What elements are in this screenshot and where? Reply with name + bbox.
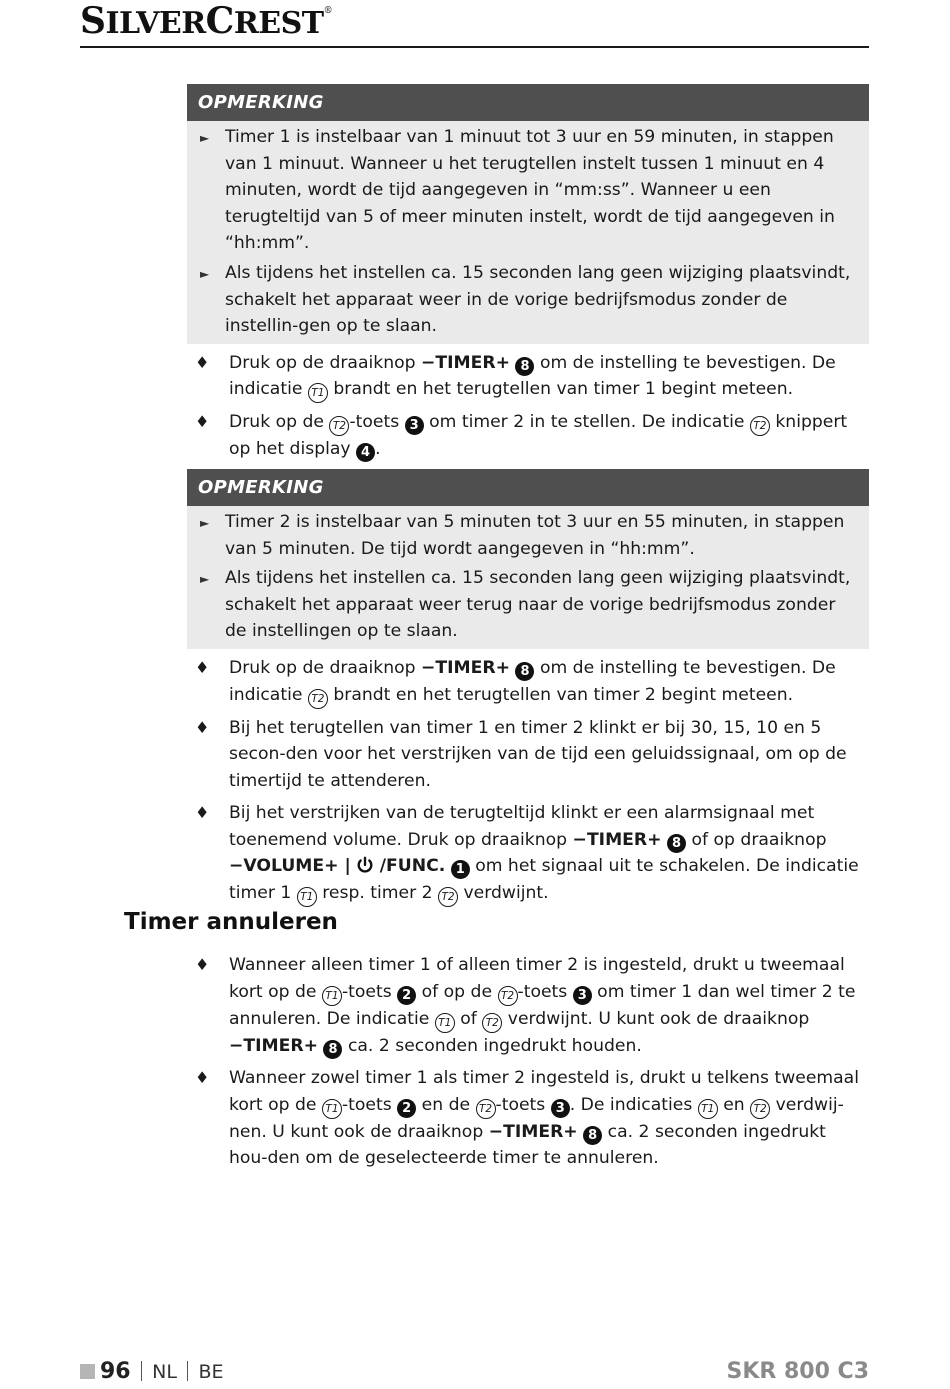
timer-symbol-icon: T2 (329, 416, 349, 436)
brand-logo: SILVERCREST® (80, 0, 333, 42)
callout-number: 8 (515, 662, 534, 681)
knob-label: −TIMER+ (572, 829, 662, 850)
section-content (187, 952, 869, 1178)
diamond-bullet-icon: ♦ (195, 955, 210, 974)
model-number: SKR 800 C3 (726, 1359, 869, 1384)
power-icon (356, 856, 374, 874)
diamond-bullet-icon: ♦ (195, 657, 210, 677)
note-box (187, 84, 869, 344)
diamond-bullet-icon: ♦ (195, 717, 210, 737)
list-item: ♦ Bij het terugtellen van timer 1 en timer 2 klinkt er bij 30, 15, 10 en 5 secon-den voor het verstrijken van de tijd een geluidssignaal, om op de timertijd te attenderen. (187, 715, 869, 795)
list-item: ♦ Wanneer alleen timer 1 of alleen timer 2 is ingesteld, drukt u tweemaal kort op de T1 -toets 2 of op de T2 -toets 3 om timer 1 dan wel timer 2 te annuleren. De indicatie T1 of T2 verdwijnt. U kunt ook de draaiknop −TIMER+ 8 ca. 2 seconden ingedrukt houden. (187, 952, 869, 1059)
note-heading: OPMERKING (187, 469, 869, 506)
footer-separator (141, 1361, 143, 1381)
language-label: NL (152, 1361, 177, 1383)
callout-number: 8 (323, 1040, 342, 1059)
timer-symbol-icon: T2 (482, 1013, 502, 1033)
diamond-bullet-icon: ♦ (195, 412, 210, 432)
callout-number: 8 (667, 834, 686, 853)
timer-symbol-icon: T2 (438, 887, 458, 907)
timer-symbol-icon: T1 (308, 383, 328, 403)
header-rule (80, 46, 869, 48)
diamond-bullet-icon: ♦ (195, 803, 210, 823)
timer-symbol-icon: T2 (750, 416, 770, 436)
callout-number: 3 (405, 416, 424, 435)
callout-number: 3 (573, 986, 592, 1005)
note-item: ► Als tijdens het instellen ca. 15 seconden lang geen wijziging plaatsvindt, schakelt het apparaat weer in de vorige bedrijfsmodus zonder de instellin-gen op te slaan. (200, 262, 851, 337)
page-number: 96 (100, 1359, 131, 1384)
arrow-icon: ► (200, 515, 210, 530)
callout-number: 8 (515, 357, 534, 376)
note-box (187, 469, 869, 649)
list-item: ♦ Wanneer zowel timer 1 als timer 2 ingesteld is, drukt u telkens tweemaal kort op de T1 -toets 2 en de T2 -toets 3 . De indicaties T1 en T2 verdwij-nen. U kunt ook de draaiknop −TIMER+ 8 ca. 2 seconden ingedrukt hou-den om de geselecteerde timer te annuleren. (187, 1065, 869, 1172)
timer-symbol-icon: T2 (750, 1099, 770, 1119)
callout-number: 2 (397, 1099, 416, 1118)
timer-symbol-icon: T1 (297, 887, 317, 907)
list-item: ♦ Bij het verstrijken van de terugteltijd klinkt er een alarmsignaal met toenemend volume. Druk op draaiknop −TIMER+ 8 of op draaiknop −VOLUME+ | /FUNC. 1 om het signaal uit te schakelen. De indicatie timer 1 T1 resp. timer 2 T2 verdwijnt. (187, 800, 869, 907)
callout-number: 2 (397, 986, 416, 1005)
knob-label: −TIMER+ (421, 352, 511, 373)
timer-symbol-icon: T1 (322, 986, 342, 1006)
diamond-bullet-icon: ♦ (195, 1068, 210, 1088)
timer-symbol-icon: T1 (322, 1099, 342, 1119)
footer-separator (187, 1361, 189, 1381)
language-label: BE (198, 1361, 224, 1383)
knob-label: /FUNC. (379, 856, 446, 877)
list-item: ♦ Druk op de T2 -toets 3 om timer 2 in te stellen. De indicatie T2 knippert op het display 4 . (187, 409, 869, 463)
section-title: Timer annuleren (124, 909, 338, 935)
diamond-bullet-icon: ♦ (195, 352, 210, 372)
list-item: ♦ Druk op de draaiknop −TIMER+ 8 om de instelling te bevestigen. De indicatie T1 brandt en het terugtellen van timer 1 begint meteen. (187, 350, 869, 404)
note-item: ► Als tijdens het instellen ca. 15 seconden lang geen wijziging plaatsvindt, schakelt het apparaat weer terug naar de vorige bedrijfsmodus zonder de instellingen op te slaan. (200, 568, 851, 642)
note-item: ► Timer 1 is instelbaar van 1 minuut tot 3 uur en 59 minuten, in stappen van 1 minuut. Wanneer u het terugtellen instelt tussen 1 minuut en 4 minuten, wordt de tijd aangegeven in “mm:ss”. Wanneer u een terugteltijd van 5 of meer minuten instelt, wordt de tijd aangegeven in “hh:mm”. (200, 127, 835, 254)
timer-symbol-icon: T1 (698, 1099, 718, 1119)
footer-square-icon (80, 1364, 95, 1379)
callout-number: 4 (356, 443, 375, 462)
note-heading: OPMERKING (187, 84, 869, 121)
callout-number: 1 (451, 860, 470, 879)
arrow-icon: ► (200, 572, 210, 587)
timer-symbol-icon: T1 (435, 1013, 455, 1033)
knob-label: −TIMER+ (421, 657, 511, 678)
arrow-icon: ► (200, 266, 210, 281)
timer-symbol-icon: T2 (476, 1099, 496, 1119)
arrow-icon: ► (200, 131, 210, 145)
knob-label: −VOLUME+ | (229, 856, 351, 877)
knob-label: −TIMER+ (229, 1035, 319, 1056)
callout-number: 8 (583, 1126, 602, 1145)
callout-number: 3 (551, 1099, 570, 1118)
note-item: ► Timer 2 is instelbaar van 5 minuten tot 3 uur en 55 minuten, in stappen van 5 minuten. De tijd wordt aangegeven in “hh:mm”. (200, 511, 845, 559)
timer-symbol-icon: T2 (308, 689, 328, 709)
knob-label: −TIMER+ (488, 1121, 578, 1142)
list-item: ♦ Druk op de draaiknop −TIMER+ 8 om de instelling te bevestigen. De indicatie T2 brandt en het terugtellen van timer 2 begint meteen. (187, 655, 869, 709)
timer-symbol-icon: T2 (498, 986, 518, 1006)
main-content (187, 84, 869, 913)
